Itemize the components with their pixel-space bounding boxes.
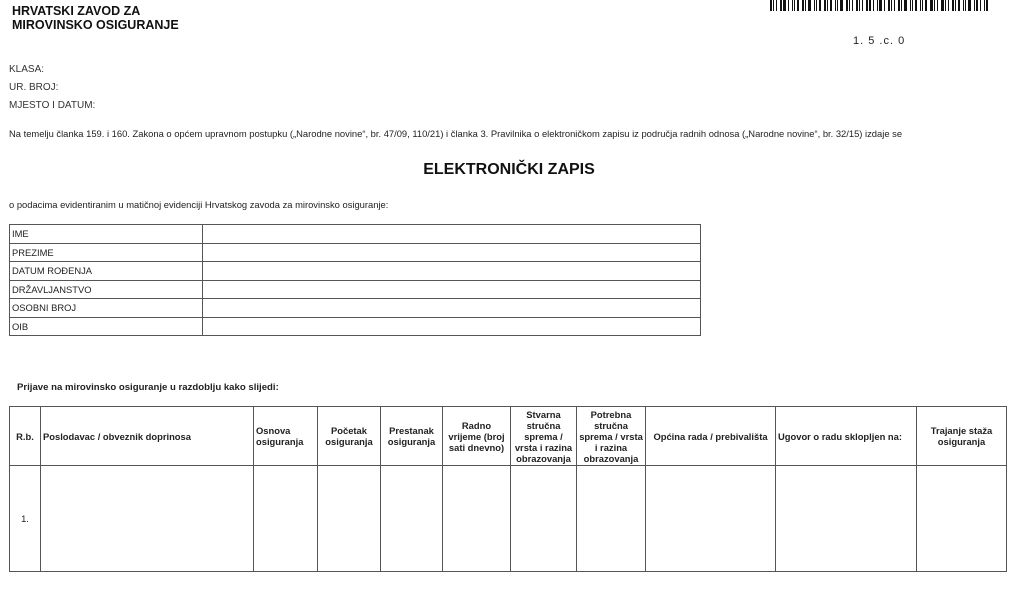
table-row xyxy=(10,317,701,336)
field-value-prezime xyxy=(203,243,701,262)
col-header-potrebna-sprema: Potrebna stručna sprema / vrsta i razina obrazovanja xyxy=(577,407,646,466)
barcode xyxy=(770,0,990,11)
barcode-bar xyxy=(952,0,954,11)
registration-section-label: Prijave na mirovinsko osiguranje u razdoblju kako slijedi: xyxy=(17,382,279,393)
col-header-prestanak: Prestanak osiguranja xyxy=(381,407,443,466)
barcode-bar xyxy=(816,0,817,11)
barcode-bar xyxy=(805,0,806,11)
col-header-osnova: Osnova osiguranja xyxy=(254,407,318,466)
barcode-bar xyxy=(869,0,871,11)
personal-data-table xyxy=(9,224,701,336)
field-value-osobni-broj xyxy=(203,299,701,318)
barcode-bar xyxy=(891,0,892,11)
barcode-bar xyxy=(965,0,966,11)
barcode-number: 1. 5 .c. 0 xyxy=(853,35,906,47)
barcode-bar xyxy=(824,0,825,11)
table-row xyxy=(10,466,1007,572)
document-subtitle: o podacima evidentiranim u matičnoj evidenciji Hrvatskog zavoda za mirovinsko osiguranje: xyxy=(9,199,389,210)
cell-radno-vrijeme xyxy=(443,466,511,572)
barcode-bar xyxy=(884,0,885,11)
barcode-bar xyxy=(852,0,853,11)
barcode-bar xyxy=(780,0,782,11)
col-header-poslodavac: Poslodavac / obveznik doprinosa xyxy=(41,407,254,466)
col-header-pocetak: Početak osiguranja xyxy=(318,407,381,466)
col-header-opcina: Općina rada / prebivališta xyxy=(646,407,776,466)
barcode-bar xyxy=(945,0,946,11)
barcode-bar xyxy=(922,0,923,11)
barcode-bar xyxy=(802,0,804,11)
barcode-bar xyxy=(837,0,838,11)
table-row xyxy=(10,280,701,299)
barcode-bar xyxy=(958,0,960,11)
barcode-bar xyxy=(830,0,832,11)
col-header-radno-vrijeme: Radno vrijeme (broj sati dnevno) xyxy=(443,407,511,466)
field-value-datum-rodenja xyxy=(203,262,701,281)
cell-poslodavac xyxy=(41,466,254,572)
field-label-datum-rodenja: DATUM ROĐENJA xyxy=(10,262,203,281)
barcode-bar xyxy=(976,0,978,11)
barcode-bar xyxy=(898,0,900,11)
barcode-bar xyxy=(840,0,843,11)
organization-name xyxy=(12,4,179,32)
barcode-bar xyxy=(915,0,917,11)
mjesto-datum-label: MJESTO I DATUM: xyxy=(9,100,96,111)
col-header-rb: R.b. xyxy=(10,407,41,466)
cell-osnova xyxy=(254,466,318,572)
document-title xyxy=(0,161,1024,179)
barcode-bar xyxy=(984,0,985,11)
table-row xyxy=(10,243,701,262)
barcode-bar xyxy=(846,0,848,11)
barcode-bar xyxy=(792,0,793,11)
barcode-bar xyxy=(879,0,882,11)
cell-pocetak xyxy=(318,466,381,572)
barcode-bar xyxy=(980,0,981,11)
table-header-row xyxy=(10,407,1007,466)
barcode-bar xyxy=(849,0,850,11)
barcode-bar xyxy=(920,0,921,11)
barcode-bar xyxy=(794,0,795,11)
field-label-osobni-broj: OSOBNI BROJ xyxy=(10,299,203,318)
field-value-drzavljanstvo xyxy=(203,280,701,299)
legal-basis-text: Na temelju članka 159. i 160. Zakona o općem upravnom postupku („Narodne novine“, br. 47/09, 110/21) i članka 3. Pravilnika o elektroničkom zapisu iz područja radnih odnosa („Narodne novine“, br. 32/15) izdaje se xyxy=(9,128,903,139)
barcode-bar xyxy=(776,0,777,11)
barcode-bar xyxy=(888,0,890,11)
barcode-bar xyxy=(934,0,935,11)
col-header-stvarna-sprema: Stvarna stručna sprema / vrsta i razina obrazovanja xyxy=(511,407,577,466)
barcode-bar xyxy=(797,0,799,11)
table-row xyxy=(10,225,701,244)
cell-stvarna-sprema xyxy=(511,466,577,572)
barcode-bar xyxy=(773,0,774,11)
org-line-1: HRVATSKI ZAVOD ZA xyxy=(12,4,141,18)
cell-ugovor xyxy=(776,466,917,572)
barcode-bar xyxy=(912,0,913,11)
barcode-bar xyxy=(941,0,943,11)
field-label-oib: OIB xyxy=(10,317,203,336)
barcode-bar xyxy=(856,0,858,11)
barcode-bar xyxy=(925,0,927,11)
field-label-ime: IME xyxy=(10,225,203,244)
barcode-bar xyxy=(783,0,786,11)
barcode-bar xyxy=(814,0,815,11)
barcode-bar xyxy=(986,0,988,11)
barcode-bar xyxy=(859,0,860,11)
field-label-prezime: PREZIME xyxy=(10,243,203,262)
barcode-bar xyxy=(894,0,895,11)
barcode-bar xyxy=(974,0,975,11)
barcode-bar xyxy=(901,0,902,11)
barcode-bar xyxy=(827,0,828,11)
barcode-bar xyxy=(862,0,863,11)
ur-broj-label: UR. BROJ: xyxy=(9,82,59,93)
barcode-bar xyxy=(937,0,938,11)
table-row xyxy=(10,299,701,318)
table-row xyxy=(10,262,701,281)
barcode-bar xyxy=(963,0,964,11)
field-value-ime xyxy=(203,225,701,244)
org-line-2: MIROVINSKO OSIGURANJE xyxy=(12,18,179,32)
field-value-oib xyxy=(203,317,701,336)
barcode-bar xyxy=(968,0,971,11)
barcode-bar xyxy=(808,0,811,11)
cell-rb: 1. xyxy=(10,466,41,572)
field-label-drzavljanstvo: DRŽAVLJANSTVO xyxy=(10,280,203,299)
insurance-registration-table xyxy=(9,406,1007,572)
cell-trajanje xyxy=(917,466,1007,572)
barcode-bar xyxy=(873,0,874,11)
barcode-bar xyxy=(910,0,911,11)
barcode-bar xyxy=(770,0,772,11)
barcode-bar xyxy=(904,0,907,11)
barcode-bar xyxy=(835,0,836,11)
barcode-bar xyxy=(955,0,956,11)
barcode-bar xyxy=(819,0,821,11)
barcode-bar xyxy=(866,0,868,11)
cell-potrebna-sprema xyxy=(577,466,646,572)
barcode-bar xyxy=(788,0,789,11)
barcode-bar xyxy=(877,0,878,11)
cell-opcina xyxy=(646,466,776,572)
klasa-label: KLASA: xyxy=(9,64,45,75)
document-title-text: ELEKTRONIČKI ZAPIS xyxy=(423,161,595,178)
col-header-trajanje: Trajanje staža osiguranja xyxy=(917,407,1007,466)
cell-prestanak xyxy=(381,466,443,572)
barcode-bar xyxy=(948,0,949,11)
col-header-ugovor: Ugovor o radu sklopljen na: xyxy=(776,407,917,466)
barcode-bar xyxy=(930,0,933,11)
